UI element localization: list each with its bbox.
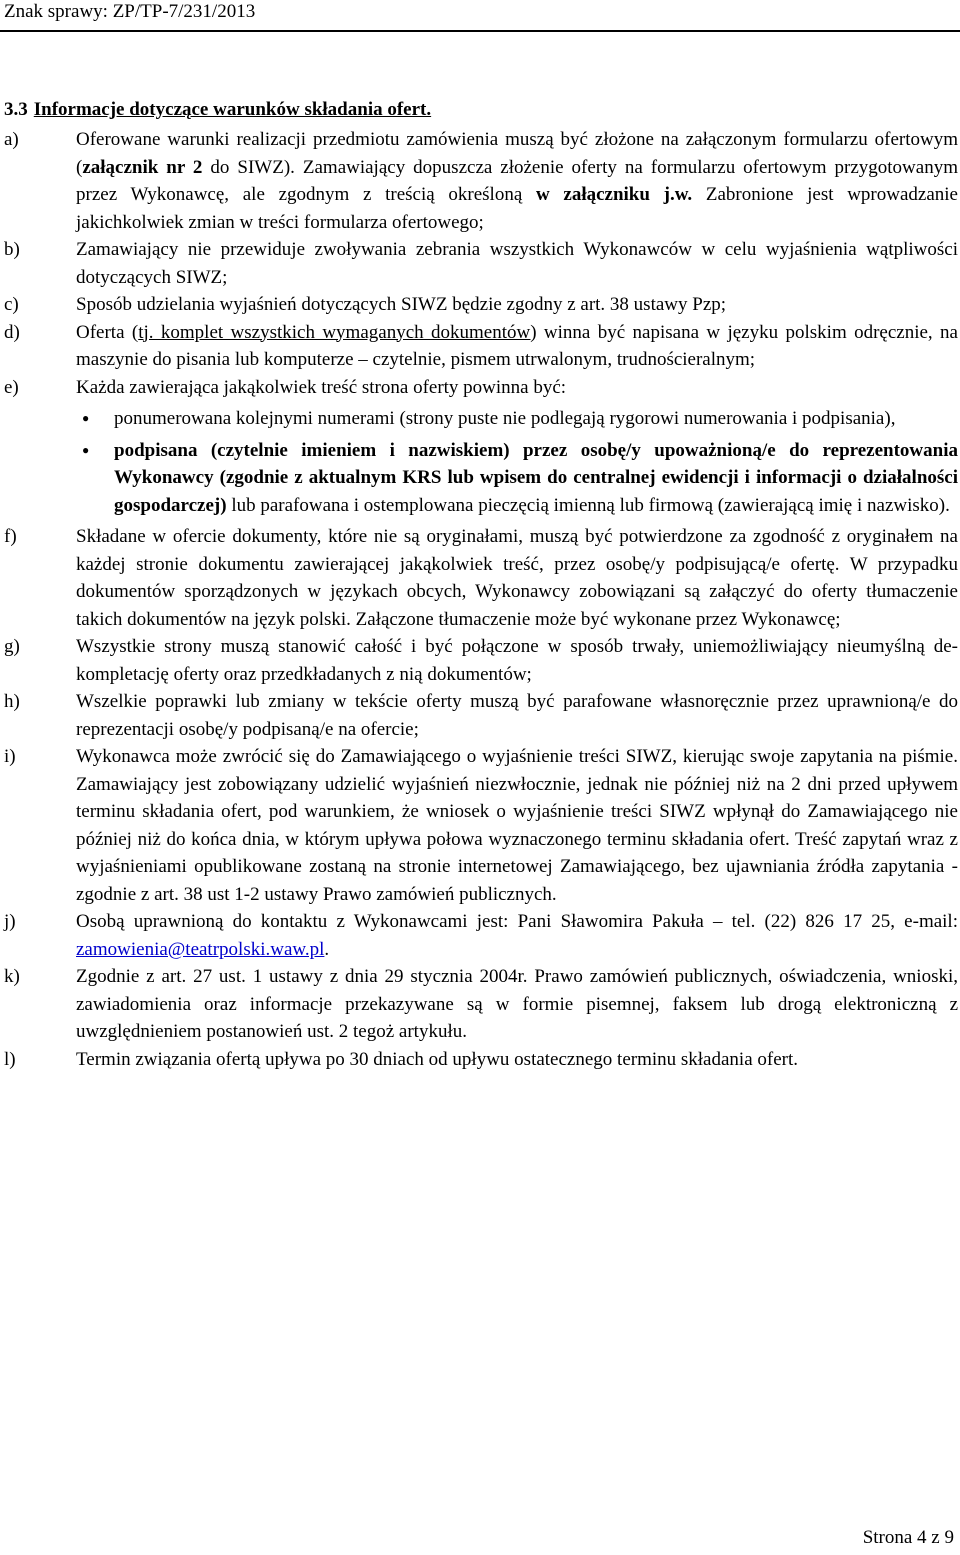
- item-marker: l): [4, 1048, 16, 1070]
- item-intro: Każda zawierająca jakąkolwiek treść strona oferty powinna być:: [76, 376, 567, 398]
- text-fragment: lub parafowana i ostemplowana pieczęcią imienną lub firmową (zawierającą imię i nazwisko).: [226, 494, 950, 516]
- item-text: Wszelkie poprawki lub zmiany w tekście oferty muszą być parafowane własnoręcznie przez uprawnioną/e do reprezentacji osobę/y podpisaną/e na ofercie;: [76, 691, 958, 740]
- section-number: 3.3: [4, 99, 28, 120]
- bullet-item: [76, 405, 958, 433]
- list-item-d: [4, 319, 958, 374]
- list-item-a: [4, 126, 958, 236]
- text-fragment: winna być napisana w języku polskim odręcznie, na maszynie do pisania lub komputerze – czytelnie, pismem utrwalonym, trudnościeralnym;: [76, 321, 958, 370]
- item-marker: h): [4, 691, 20, 712]
- list-item-b: [4, 236, 958, 291]
- item-marker: e): [4, 376, 19, 398]
- conditions-list: [4, 126, 958, 1073]
- list-item-g: [4, 633, 958, 688]
- item-text: Wykonawca może zwrócić się do Zamawiającego o wyjaśnienie treści SIWZ, kierując swoje zapytania na piśmie. Zamawiający jest zobowiązany udzielić wyjaśnień niezwłocznie, jednak nie później niż na 2 dni przed upływem terminu składania ofert, pod warunkiem, że wniosek o wyjaśnienie treści SIWZ wpłynął do Zamawiającego nie później niż do końca dnia, w którym upływa połowa wyznaczonego terminu składania ofert. Treść zapytań wraz z wyjaśnieniami opublikowane zostaną na stronie internetowej Zamawiającego, bez ujawniania źródła zapytania - zgodnie z art. 38 ust 1-2 ustawy Prawo zamówień publicznych.: [76, 746, 958, 905]
- list-item-h: [4, 688, 958, 743]
- item-text: Zamawiający nie przewiduje zwoływania zebrania wszystkich Wykonawców w celu wyjaśnienia wątpliwości dotyczących SIWZ;: [76, 239, 958, 288]
- item-marker: a): [4, 129, 19, 150]
- text-fragment: Osobą uprawnioną do kontaktu z Wykonawcami jest: Pani Sławomira Pakuła – tel. (22) 826 17 25, e-mail:: [76, 911, 958, 932]
- item-marker: b): [4, 239, 20, 260]
- item-marker: j): [4, 911, 16, 932]
- item-marker: c): [4, 294, 19, 315]
- item-text: Wszystkie strony muszą stanowić całość i być połączone w sposób trwały, uniemożliwiający nieumyślną de-kompletację oferty oraz przedkładanych z nią dokumentów;: [76, 636, 958, 685]
- text-fragment: .: [324, 938, 330, 960]
- list-item-k: [4, 963, 958, 1046]
- item-marker: i): [4, 746, 16, 767]
- item-text: [76, 374, 958, 524]
- item-marker: g): [4, 636, 20, 657]
- header-divider: [0, 30, 960, 32]
- page-number: Strona 4 z 9: [862, 1527, 954, 1548]
- item-marker: k): [4, 966, 20, 987]
- text-fragment: Zabronione jest wprowadzanie jakichkolwiek zmian w treści formularza ofertowego;: [76, 184, 958, 233]
- item-text: Składane w ofercie dokumenty, które nie są oryginałami, muszą być potwierdzone za zgodność z oryginałem na każdej stronie dokumentu zawierającej jakąkolwiek treść, przez osobę/y podpisującą/e ofertę. W przypadku dokumentów sporządzonych w językach obcych, Wykonawcy zobowiązani są załączyć do oferty tłumaczenie takich dokumentów na język polski. Załączone tłumaczenie może być wykonane przez Wykonawcę;: [76, 526, 958, 630]
- text-fragment: Oferta (: [76, 321, 139, 343]
- section-title: Informacje dotyczące warunków składania ofert.: [33, 99, 432, 120]
- bullet-list: [76, 405, 958, 519]
- bullet-item: [76, 437, 958, 520]
- bullet-icon: ●: [82, 411, 90, 425]
- bullet-icon: ●: [82, 442, 90, 457]
- case-number: Znak sprawy: ZP/TP-7/231/2013: [4, 1, 256, 22]
- text-fragment: do SIWZ). Zamawiający dopuszcza złożenie oferty na formularzu ofertowym przygotowanym przez Wykonawcę, ale zgodnym z treścią określoną: [76, 156, 958, 205]
- item-text: [76, 908, 958, 963]
- list-item-c: [4, 291, 958, 319]
- email-link[interactable]: zamowienia@teatrpolski.waw.pl: [76, 938, 325, 960]
- list-item-l: [4, 1046, 958, 1074]
- item-text: Zgodnie z art. 27 ust. 1 ustawy z dnia 29 stycznia 2004r. Prawo zamówień publicznych, oświadczenia, wnioski, zawiadomienia oraz informacje przekazywane są w formie pisemnej, faksem lub drogą elektroniczną z uwzględnieniem postanowień ust. 2 tegoż artykułu.: [76, 966, 958, 1042]
- item-text: [76, 126, 958, 236]
- list-item-i: [4, 743, 958, 908]
- bold-fragment: załącznik nr 2: [82, 156, 203, 178]
- section-heading: [4, 97, 431, 123]
- list-item-f: [4, 523, 958, 633]
- item-marker: d): [4, 321, 20, 343]
- item-text: [76, 319, 958, 374]
- bold-fragment: w załączniku j.w.: [535, 184, 693, 205]
- underlined-fragment: tj. komplet wszystkich wymaganych dokumentów): [138, 321, 537, 343]
- bullet-text: [114, 437, 958, 520]
- list-item-j: [4, 908, 958, 963]
- item-text: Sposób udzielania wyjaśnień dotyczących SIWZ będzie zgodny z art. 38 ustawy Pzp;: [76, 294, 727, 315]
- text-fragment: Oferowane warunki realizacji przedmiotu zamówienia muszą być złożone na załączonym formularzu ofertowym (: [76, 129, 958, 178]
- list-item-e: [4, 374, 958, 524]
- bullet-text: ponumerowana kolejnymi numerami (strony puste nie podlegają rygorowi numerowania i podpisania),: [114, 408, 896, 429]
- item-text: Termin związania ofertą upływa po 30 dniach od upływu ostatecznego terminu składania ofert.: [76, 1048, 798, 1070]
- item-marker: f): [4, 526, 17, 547]
- bold-fragment: podpisana (czytelnie imieniem i nazwiskiem) przez osobę/y upoważnioną/e do reprezentowania Wykonawcy (zgodnie z aktualnym KRS lub wpisem do centralnej ewidencji i informacji o działalności gospodarczej): [114, 439, 958, 516]
